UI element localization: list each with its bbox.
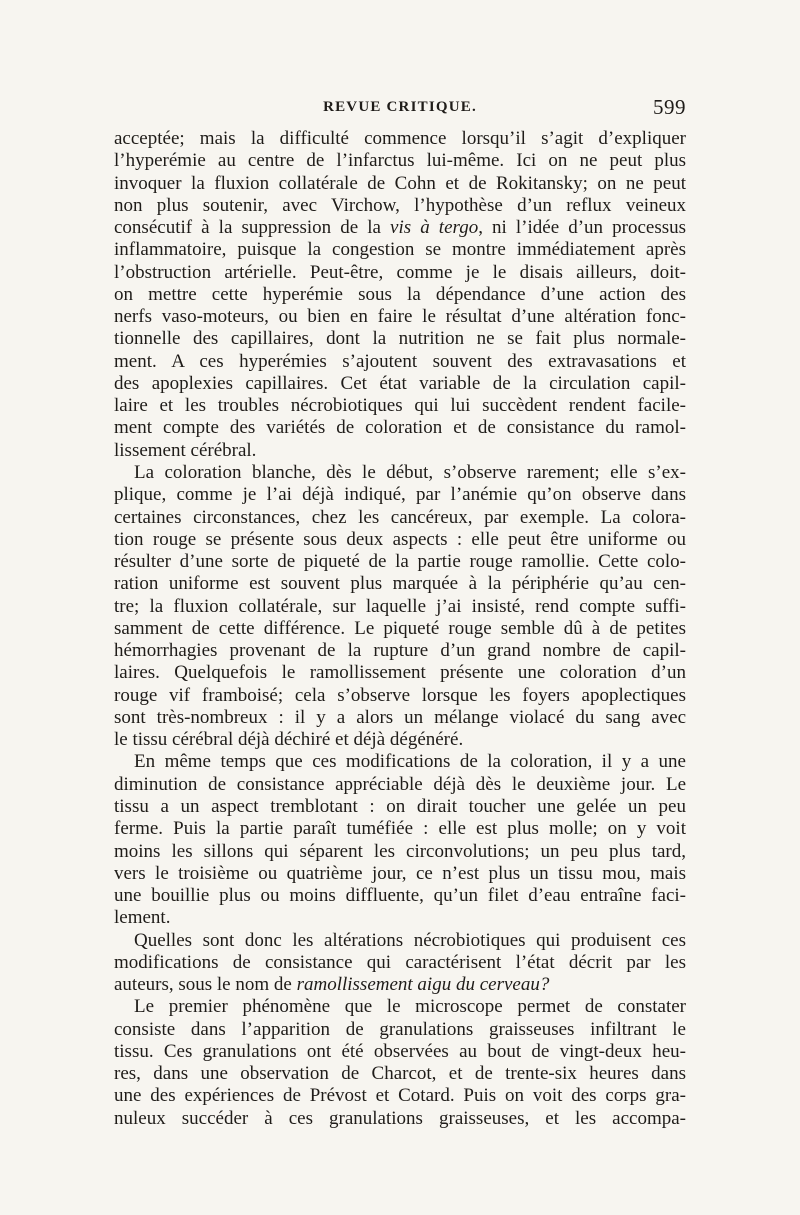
running-title: REVUE CRITIQUE. <box>323 99 477 115</box>
text-segment: consécutif à la suppression de la <box>114 217 391 239</box>
text-line: non plus soutenir, avec Virchow, l’hypothèse d’un reflux veineux <box>114 194 686 216</box>
text-line: res, dans une observation de Charcot, et de trente-six heures dans <box>114 1063 686 1085</box>
text-line: modifications de consistance qui caractérisent l’état décrit par les <box>114 951 686 973</box>
text-line: invoquer la fluxion collatérale de Cohn et de Rokitansky; on ne peut <box>114 172 686 194</box>
text-line: inflammatoire, puisque la congestion se montre immédiatement après <box>114 239 686 261</box>
text-line: lissement cérébral. <box>114 439 257 461</box>
text-line: ment. A ces hyperémies s’ajoutent souvent des extravasations et <box>114 350 686 372</box>
text-line: tissu. Ces granulations ont été observées au bout de vingt-deux heu- <box>114 1040 686 1062</box>
text-line: nerfs vaso-moteurs, ou bien en faire le résultat d’une altération fonc- <box>114 306 686 328</box>
text-segment: auteurs, sous le nom de <box>114 974 297 996</box>
page-header <box>114 95 686 123</box>
text-line: rouge vif framboisé; cela s’observe lorsque les foyers apoplectiques <box>114 684 686 706</box>
text-line: plique, comme je l’ai déjà indiqué, par l’anémie qu’on observe dans <box>114 484 686 506</box>
text-line: acceptée; mais la difficulté commence lorsqu’il s’agit d’expliquer <box>114 128 686 149</box>
text-line: hémorrhagies provenant de la rupture d’un grand nombre de capil- <box>114 640 686 662</box>
text-line: tionnelle des capillaires, dont la nutrition ne se fait plus normale- <box>114 328 686 350</box>
page-number: 599 <box>653 95 686 119</box>
text-line: une bouillie plus ou moins diffluente, qu’un filet d’eau entraîne faci- <box>114 885 686 907</box>
text-line: résulter d’une sorte de piqueté de la partie rouge ramollie. Cette colo- <box>114 551 686 573</box>
text-line: samment de cette différence. Le piqueté rouge semble dû à de petites <box>114 617 686 639</box>
text-line: moins les sillons qui séparent les circonvolutions; un peu plus tard, <box>114 840 686 862</box>
text-line: tre; la fluxion collatérale, sur laquelle j’ai insisté, rend compte suffi- <box>114 595 686 617</box>
text-line: sont très-nombreux : il y a alors un mélange violacé du sang avec <box>114 706 686 728</box>
text-line <box>114 974 686 996</box>
text-line: En même temps que ces modifications de la coloration, il y a une <box>134 751 686 773</box>
text-line: Le premier phénomène que le microscope permet de constater <box>134 996 686 1018</box>
text-line: une des expériences de Prévost et Cotard. Puis on voit des corps gra- <box>114 1085 686 1107</box>
text-line: des apoplexies capillaires. Cet état variable de la circulation capil- <box>114 372 686 394</box>
body-text <box>114 128 686 1130</box>
text-line: ferme. Puis la partie paraît tuméfiée : elle est plus molle; on y voit <box>114 818 686 840</box>
text-line: laire et les troubles nécrobiotiques qui lui succèdent rendent facile- <box>114 395 686 417</box>
text-line <box>114 217 686 239</box>
text-line: nuleux succéder à ces granulations graisseuses, et les accompa- <box>114 1107 686 1129</box>
text-line: tion rouge se présente sous deux aspects : elle peut être uniforme ou <box>114 528 686 550</box>
text-line: ment compte des variétés de coloration et de consistance du ramol- <box>114 417 686 439</box>
text-line: ration uniforme est souvent plus marquée à la périphérie qu’au cen- <box>114 573 686 595</box>
text-line: Quelles sont donc les altérations nécrobiotiques qui produisent ces <box>134 929 686 951</box>
text-line: lement. <box>114 907 171 929</box>
text-line: l’hyperémie au centre de l’infarctus lui-même. Ici on ne peut plus <box>114 150 686 172</box>
text-segment: , ni l’idée d’un processus <box>478 217 686 239</box>
text-line: La coloration blanche, dès le début, s’observe rarement; elle s’ex- <box>134 461 686 483</box>
text-line: on mettre cette hyperémie sous la dépendance d’une action des <box>114 283 686 305</box>
text-line: consiste dans l’apparition de granulations graisseuses infiltrant le <box>114 1018 686 1040</box>
italic-phrase: vis à tergo <box>390 217 479 239</box>
text-line: le tissu cérébral déjà déchiré et déjà dégénéré. <box>114 729 464 751</box>
text-line: laires. Quelquefois le ramollissement présente une coloration d’un <box>114 662 686 684</box>
text-line: vers le troisième ou quatrième jour, ce n’est plus un tissu mou, mais <box>114 862 686 884</box>
text-line: tissu a un aspect tremblotant : on dirait toucher une gelée un peu <box>114 795 686 817</box>
text-line: diminution de consistance appréciable déjà dès le deuxième jour. Le <box>114 773 686 795</box>
text-line: certaines circonstances, chez les cancéreux, par exemple. La colora- <box>114 506 686 528</box>
text-line: l’obstruction artérielle. Peut-être, comme je le disais ailleurs, doit- <box>114 261 686 283</box>
italic-phrase: ramollissement aigu du cerveau? <box>296 974 550 996</box>
